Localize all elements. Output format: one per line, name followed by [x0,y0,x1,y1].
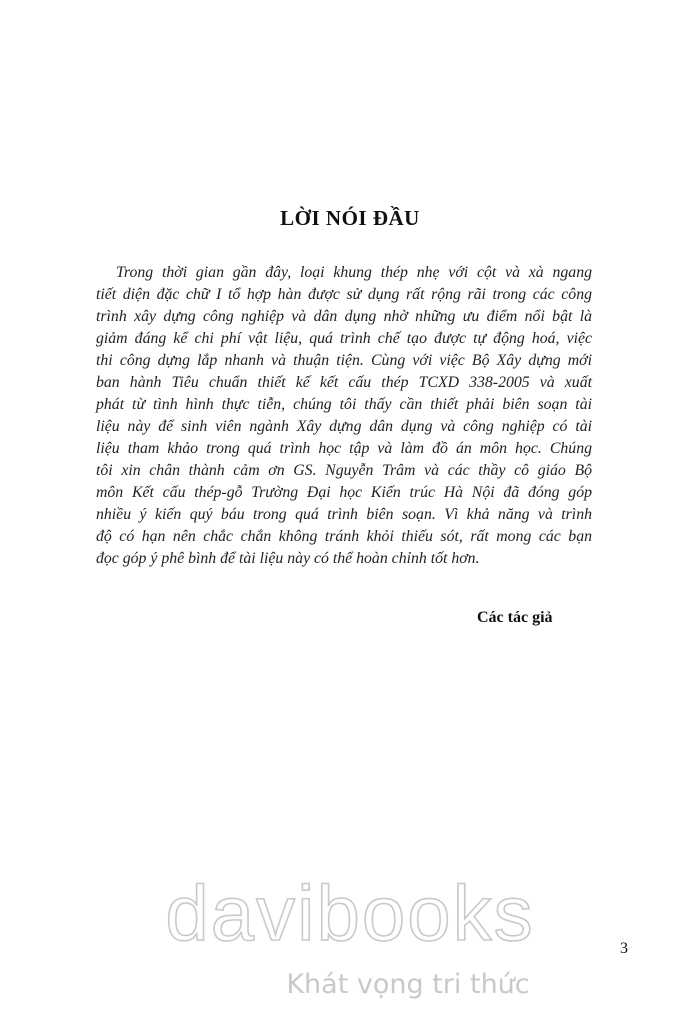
paragraph-line: độ có hạn nên chắc chắn không tránh khỏi thiếu sót, rất mong các bạn [96,528,592,545]
paragraph-line: phát từ tình hình thực tiễn, chúng tôi thấy cần thiết phải biên soạn tài [96,396,592,413]
page-title: LỜI NÓI ĐẦU [280,206,420,230]
paragraph-line: Trong thời gian gần đây, loại khung thép nhẹ với cột và xà ngang [116,264,592,281]
paragraph-line: ban hành Tiêu chuẩn thiết kế kết cấu thép TCXD 338-2005 và xuất [96,374,592,391]
paragraph-line: liệu tham khảo trong quá trình học tập và làm đồ án môn học. Chúng [96,440,592,457]
watermark-tagline: Khát vọng tri thức [286,969,530,1000]
preface-paragraph [96,262,592,570]
paragraph-line: tôi xin chân thành cảm ơn GS. Nguyễn Trâm và các thầy cô giáo Bộ [96,462,592,479]
paragraph-line: đọc góp ý phê bình để tài liệu này có thể hoàn chỉnh tốt hơn. [96,550,480,567]
paragraph-line: môn Kết cấu thép-gỗ Trường Đại học Kiến trúc Hà Nội đã đóng góp [96,484,592,501]
paragraph-line: giảm đáng kể chi phí vật liệu, quá trình chế tạo được tự động hoá, việc [96,330,592,347]
paragraph-line: trình xây dựng công nghiệp và dân dụng nhờ những ưu điểm nổi bật là [96,308,592,325]
watermark-logo [150,870,550,1010]
paragraph-line: liệu này để sinh viên ngành Xây dựng dân dụng và công nghiệp có tài [96,418,592,435]
watermark-brand: davibooks [165,870,535,957]
author-signature: Các tác giả [477,609,553,626]
paragraph-line: thi công dựng lắp nhanh và thuận tiện. Cùng với việc Bộ Xây dựng mới [96,352,592,369]
page-number: 3 [620,940,628,957]
paragraph-line: tiết diện đặc chữ I tổ hợp hàn được sử dụng rất rộng rãi trong các công [96,286,592,303]
paragraph-line: nhiều ý kiến quý báu trong quá trình biên soạn. Vì khả năng và trình [96,506,592,523]
